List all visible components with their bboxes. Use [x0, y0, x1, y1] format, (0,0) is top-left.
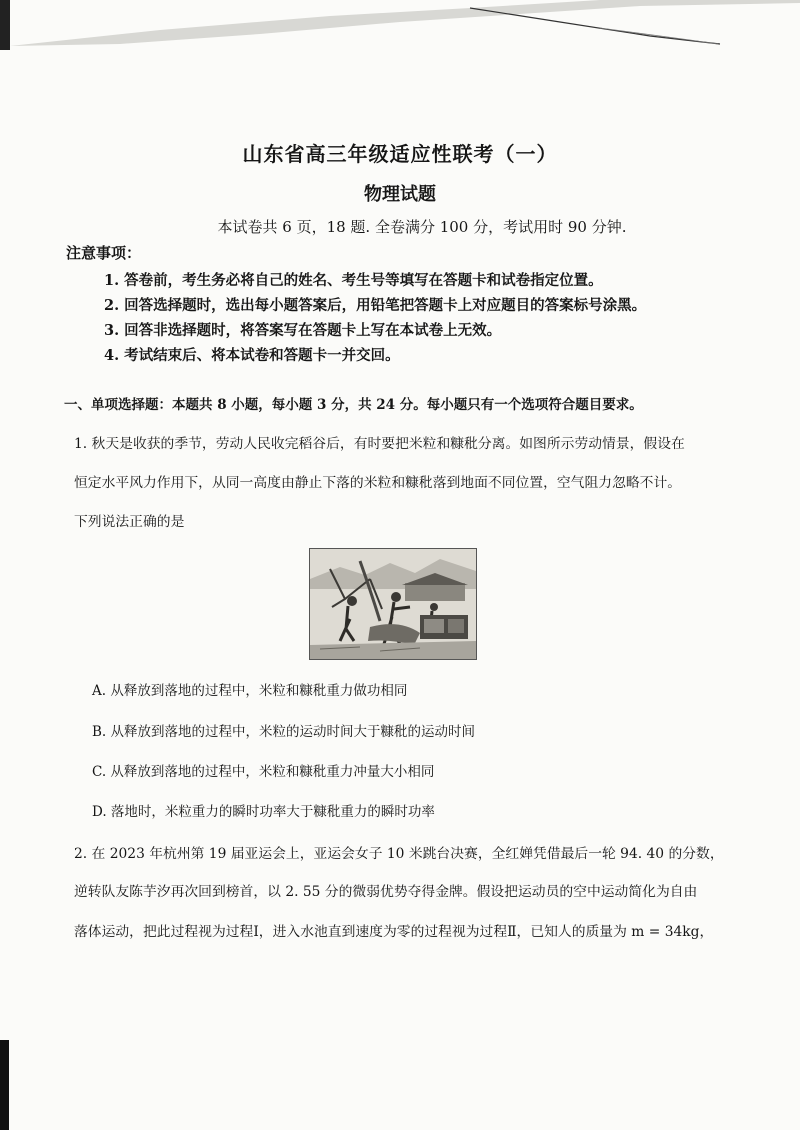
question-2-text: 2. 在 2023 年杭州第 19 届亚运会上，亚运会女子 10 米跳台决赛，全红婵凭借最后一轮 94. 40 的分数，	[74, 846, 724, 862]
question-2-text: 逆转队友陈芋汐再次回到榜首，以 2. 55 分的微弱优势夺得金牌。假设把运动员的空中运动简化为自由	[74, 884, 698, 900]
option-b: B. 从释放到落地的过程中，米粒的运动时间大于糠秕的运动时间	[92, 724, 476, 740]
winnowing-illustration	[309, 548, 477, 660]
question-1-text: 恒定水平风力作用下，从同一高度由静止下落的米粒和糠秕落到地面不同位置，空气阻力忽略不计。	[74, 475, 682, 491]
notice-item: 2. 回答选择题时，选出每小题答案后，用铅笔把答题卡上对应题目的答案标号涂黑。	[104, 297, 647, 314]
exam-subject: 物理试题	[364, 184, 436, 205]
exam-title: 山东省高三年级适应性联考（一）	[242, 142, 558, 166]
question-2-text: 落体运动，把此过程视为过程Ⅰ，进入水池直到速度为零的过程视为过程Ⅱ，已知人的质量为 m = 34kg，	[74, 924, 714, 940]
notice-item: 3. 回答非选择题时，将答案写在答题卡上写在本试卷上无效。	[104, 322, 502, 339]
notice-item: 4. 考试结束后、将本试卷和答题卡一并交回。	[104, 347, 400, 364]
notice-item: 1. 答卷前，考生务必将自己的姓名、考生号等填写在答题卡和试卷指定位置。	[104, 272, 603, 289]
notice-list	[104, 268, 646, 368]
option-d: D. 落地时，米粒重力的瞬时功率大于糠秕重力的瞬时功率	[92, 804, 435, 820]
scan-binding-edge	[0, 1040, 9, 1130]
scan-fold-edge	[0, 0, 800, 52]
option-c: C. 从释放到落地的过程中，米粒和糠秕重力冲量大小相同	[92, 764, 435, 780]
notice-heading: 注意事项：	[66, 244, 142, 262]
question-1-text: 下列说法正确的是	[74, 514, 185, 530]
exam-info: 本试卷共 6 页，18 题. 全卷满分 100 分，考试用时 90 分钟.	[217, 218, 627, 236]
question-1-text: 1. 秋天是收获的季节，劳动人民收完稻谷后，有时要把米粒和糠秕分离。如图所示劳动情景，假设在	[74, 436, 685, 452]
option-a: A. 从释放到落地的过程中，米粒和糠秕重力做功相同	[92, 683, 408, 699]
section-heading: 一、单项选择题：本题共 8 小题，每小题 3 分，共 24 分。每小题只有一个选项符合题目要求。	[64, 397, 643, 413]
